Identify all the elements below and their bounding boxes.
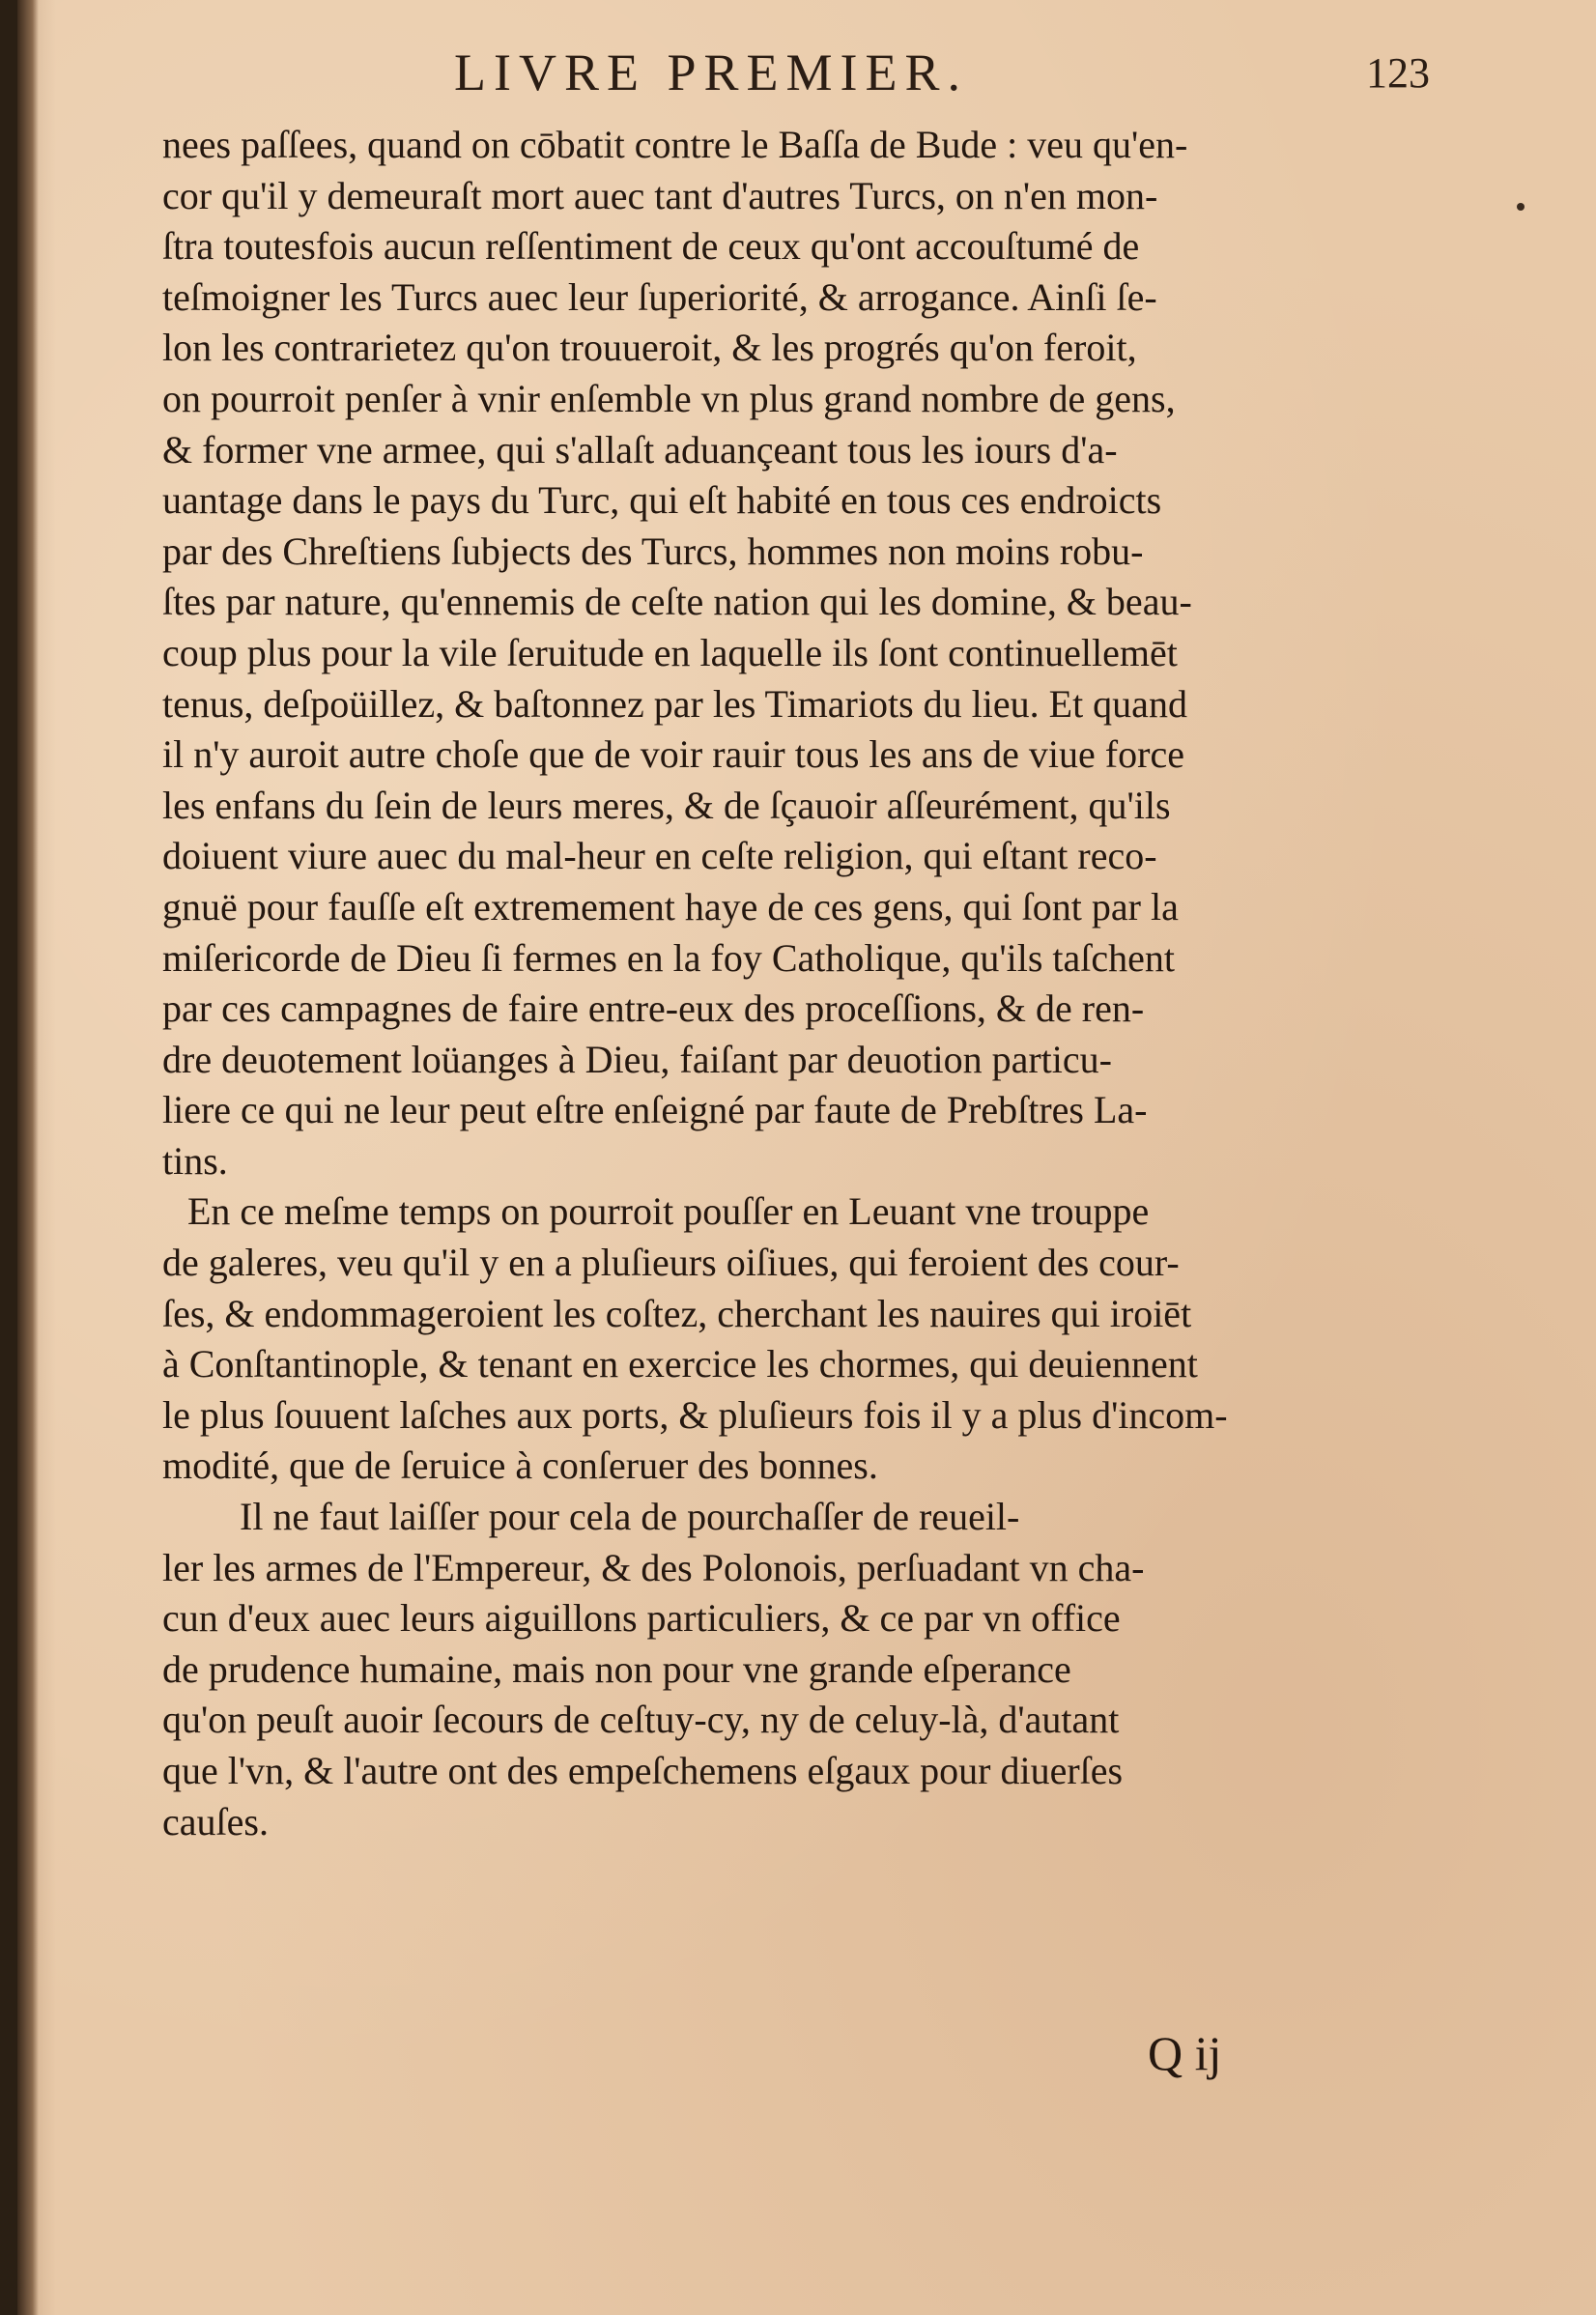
text-line: gnuë pour fauſſe eſt extremement haye de ces gens, qui ſont par la	[162, 884, 1179, 929]
text-line: dre deuotement loüanges à Dieu, faiſant par deuotion particu-	[162, 1037, 1112, 1081]
ink-speck	[1517, 203, 1525, 211]
text-line: il n'y auroit autre choſe que de voir rauir tous les ans de viue force	[162, 732, 1184, 777]
running-title: LIVRE PREMIER.	[454, 43, 969, 101]
body-text	[162, 120, 1428, 1847]
running-head	[17, 43, 1596, 110]
text-line: le plus ſouuent laſches aux ports, & pluſieurs fois il y a plus d'incom-	[162, 1392, 1228, 1437]
text-line: cor qu'il y demeuraſt mort auec tant d'autres Turcs, on n'en mon-	[162, 173, 1158, 217]
text-line: teſmoigner les Turcs auec leur ſuperiorité, & arrogance. Ainſi ſe-	[162, 274, 1157, 319]
paragraph-start-line: Il ne faut laiſſer pour cela de pourchaſſer de reueil-	[240, 1495, 1020, 1539]
text-line: tenus, deſpoüillez, & baſtonnez par les Timariots du lieu. Et quand	[162, 681, 1187, 726]
text-line: ler les armes de l'Empereur, & des Polonois, perſuadant vn cha-	[162, 1545, 1145, 1589]
text-line: liere ce qui ne leur peut eſtre enſeigné par faute de Prebſtres La-	[162, 1088, 1148, 1132]
signature-mark: Q ij	[1148, 2026, 1222, 2080]
text-line: tins.	[162, 1138, 228, 1183]
text-line: lon les contrarietez qu'on trouueroit, & les progrés qu'on feroit,	[162, 326, 1137, 370]
text-line: à Conſtantinople, & tenant en exercice les chormes, qui deuiennent	[162, 1342, 1198, 1386]
text-line: que l'vn, & l'autre ont des empeſchemens eſgaux pour diuerſes	[162, 1749, 1124, 1792]
text-line: les enfans du ſein de leurs meres, & de ſçauoir aſſeurément, qu'ils	[162, 783, 1171, 827]
text-line: & former vne armee, qui s'allaſt aduançeant tous les iours d'a-	[162, 427, 1118, 472]
text-line: nees paſſees, quand on cōbatit contre le Baſſa de Bude : veu qu'en-	[162, 123, 1188, 166]
text-line: miſericorde de Dieu ſi fermes en la foy Catholique, qu'ils taſchent	[162, 935, 1175, 980]
book-page	[17, 0, 1596, 2315]
text-line: cun d'eux auec leurs aiguillons particuliers, & ce par vn office	[162, 1596, 1121, 1641]
text-line: par ces campagnes de faire entre-eux des proceſſions, & de ren-	[162, 986, 1145, 1031]
paragraph-start-line: En ce meſme temps on pourroit pouſſer en Leuant vne trouppe	[187, 1189, 1150, 1234]
text-line: doiuent viure auec du mal-heur en ceſte religion, qui eſtant reco-	[162, 834, 1157, 878]
text-line: coup plus pour la vile ſeruitude en laquelle ils ſont continuellemēt	[162, 630, 1178, 674]
text-line: uantage dans le pays du Turc, qui eſt habité en tous ces endroicts	[162, 478, 1162, 523]
text-line: par des Chreſtiens ſubjects des Turcs, hommes non moins robu-	[162, 529, 1144, 573]
text-line: on pourroit penſer à vnir enſemble vn plus grand nombre de gens,	[162, 376, 1176, 420]
text-line: ſtra toutesfois aucun reſſentiment de ceux qu'ont accouſtumé de	[162, 224, 1140, 269]
page-number: 123	[1366, 49, 1430, 97]
text-line: de galeres, veu qu'il y en a pluſieurs oiſiues, qui feroient des cour-	[162, 1241, 1180, 1285]
text-line: ſtes par nature, qu'ennemis de ceſte nation qui les domine, & beau-	[162, 580, 1192, 624]
text-line: ſes, & endommageroient les coſtez, cherchant les nauires qui iroiēt	[162, 1291, 1192, 1335]
text-line: qu'on peuſt auoir ſecours de ceſtuy-cy, ny de celuy-là, d'autant	[162, 1698, 1120, 1742]
text-line: modité, que de ſeruice à conſeruer des bonnes.	[162, 1443, 878, 1488]
text-line: cauſes.	[162, 1799, 269, 1843]
text-line: de prudence humaine, mais non pour vne grande eſperance	[162, 1646, 1071, 1691]
binding-shadow	[17, 0, 39, 2315]
